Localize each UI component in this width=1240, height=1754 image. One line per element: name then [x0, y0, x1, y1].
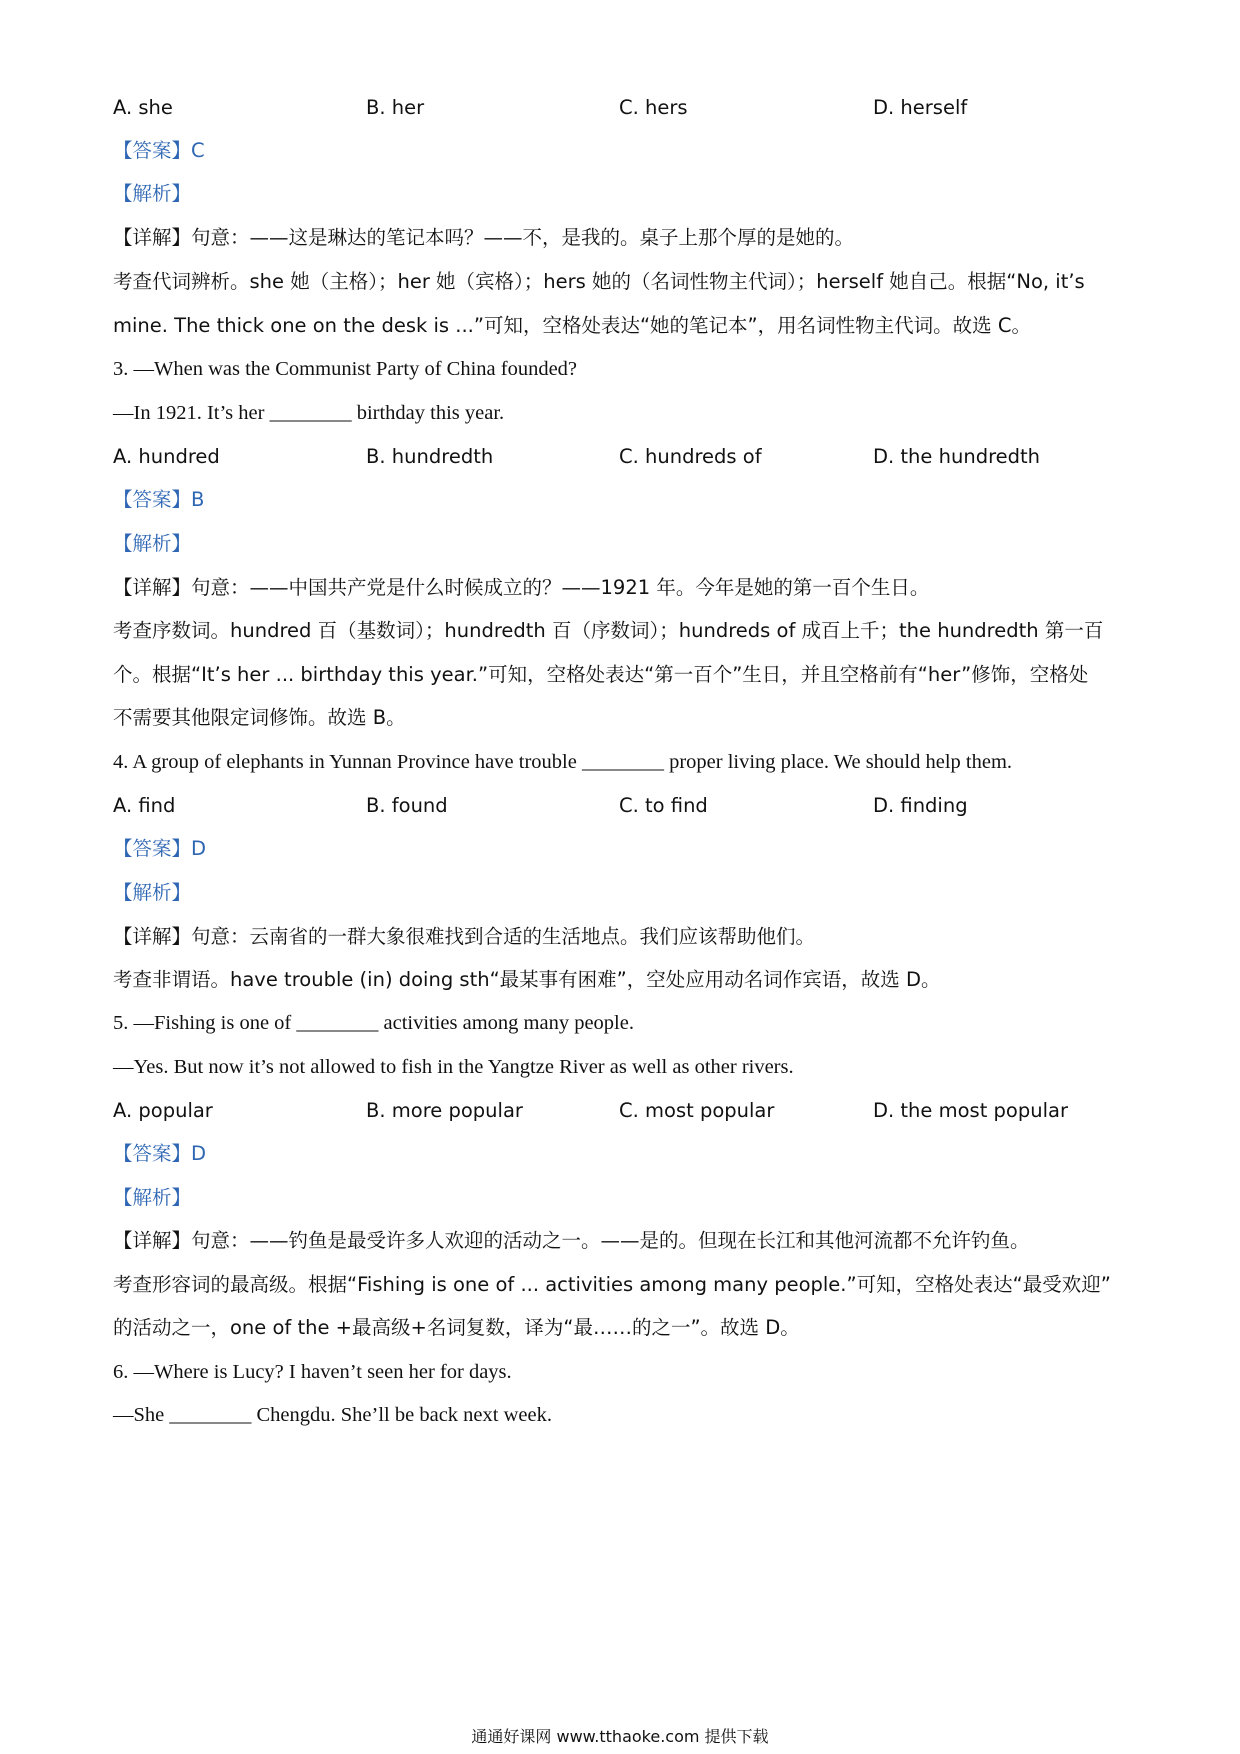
- question-line: 5. —Fishing is one of ________ activities among many people.: [113, 1012, 634, 1034]
- option-a: A. hundred: [113, 445, 220, 468]
- analysis-heading: 【解析】: [113, 881, 192, 904]
- option-b: B. found: [366, 794, 448, 817]
- explanation-line: 的活动之一，one of the +最高级+名词复数，译为“最……的之一”。故选 D。: [113, 1316, 800, 1339]
- question-line: 3. —When was the Communist Party of China founded?: [113, 358, 578, 380]
- question-line: —Yes. But now it’s not allowed to fish in the Yangtze River as well as other rivers.: [113, 1056, 794, 1078]
- explanation-line: 考查形容词的最高级。根据“Fishing is one of ... activities among many people.”可知，空格处表达“最受欢迎”: [113, 1273, 1111, 1296]
- question-line: —In 1921. It’s her ________ birthday this year.: [113, 402, 505, 424]
- option-b: B. hundredth: [366, 445, 494, 468]
- analysis-heading: 【解析】: [113, 182, 192, 205]
- option-c: C. hundreds of: [619, 445, 762, 468]
- option-d: D. herself: [873, 96, 968, 119]
- option-d: D. finding: [873, 794, 968, 817]
- option-d: D. the hundredth: [873, 445, 1041, 468]
- explanation-line: 【详解】句意：——钓鱼是最受许多人欢迎的活动之一。——是的。但现在长江和其他河流都不允许钓鱼。: [113, 1229, 1030, 1252]
- question-line: 6. —Where is Lucy? I haven’t seen her for days.: [113, 1361, 512, 1383]
- question-line: 4. A group of elephants in Yunnan Province have trouble ________ proper living place. We should help them.: [113, 751, 1013, 773]
- explanation-line: 不需要其他限定词修饰。故选 B。: [113, 706, 406, 729]
- option-b: B. more popular: [366, 1099, 523, 1122]
- analysis-heading: 【解析】: [113, 532, 192, 555]
- page-footer: 通通好课网 www.tthaoke.com 提供下载: [471, 1727, 769, 1746]
- option-c: C. to find: [619, 794, 708, 817]
- question-line: —She ________ Chengdu. She’ll be back next week.: [113, 1404, 552, 1426]
- explanation-line: 【详解】句意：——这是琳达的笔记本吗？——不，是我的。桌子上那个厚的是她的。: [113, 226, 855, 249]
- answer-line: 【答案】C: [113, 139, 205, 162]
- option-a: A. find: [113, 794, 176, 817]
- explanation-line: 【详解】句意：——中国共产党是什么时候成立的？——1921 年。今年是她的第一百个生日。: [113, 576, 930, 599]
- option-a: A. she: [113, 96, 173, 119]
- option-b: B. her: [366, 96, 425, 119]
- option-c: C. most popular: [619, 1099, 775, 1122]
- answer-line: 【答案】D: [113, 1142, 207, 1165]
- explanation-line: 个。根据“It’s her ... birthday this year.”可知，空格处表达“第一百个”生日，并且空格前有“her”修饰，空格处: [113, 663, 1089, 686]
- option-a: A. popular: [113, 1099, 213, 1122]
- explanation-line: 【详解】句意：云南省的一群大象很难找到合适的生活地点。我们应该帮助他们。: [113, 925, 816, 948]
- explanation-line: mine. The thick one on the desk is ...”可知，空格处表达“她的笔记本”，用名词性物主代词。故选 C。: [113, 314, 1031, 337]
- analysis-heading: 【解析】: [113, 1186, 192, 1209]
- explanation-line: 考查代词辨析。she 她（主格）；her 她（宾格）；hers 她的（名词性物主代词）；herself 她自己。根据“No, it’s: [113, 270, 1085, 293]
- explanation-line: 考查非谓语。have trouble (in) doing sth“最某事有困难”，空处应用动名词作宾语，故选 D。: [113, 968, 941, 991]
- answer-line: 【答案】D: [113, 837, 207, 860]
- option-c: C. hers: [619, 96, 688, 119]
- answer-line: 【答案】B: [113, 488, 205, 511]
- explanation-line: 考查序数词。hundred 百（基数词）；hundredth 百（序数词）；hundreds of 成百上千；the hundredth 第一百: [113, 619, 1104, 642]
- option-d: D. the most popular: [873, 1099, 1068, 1122]
